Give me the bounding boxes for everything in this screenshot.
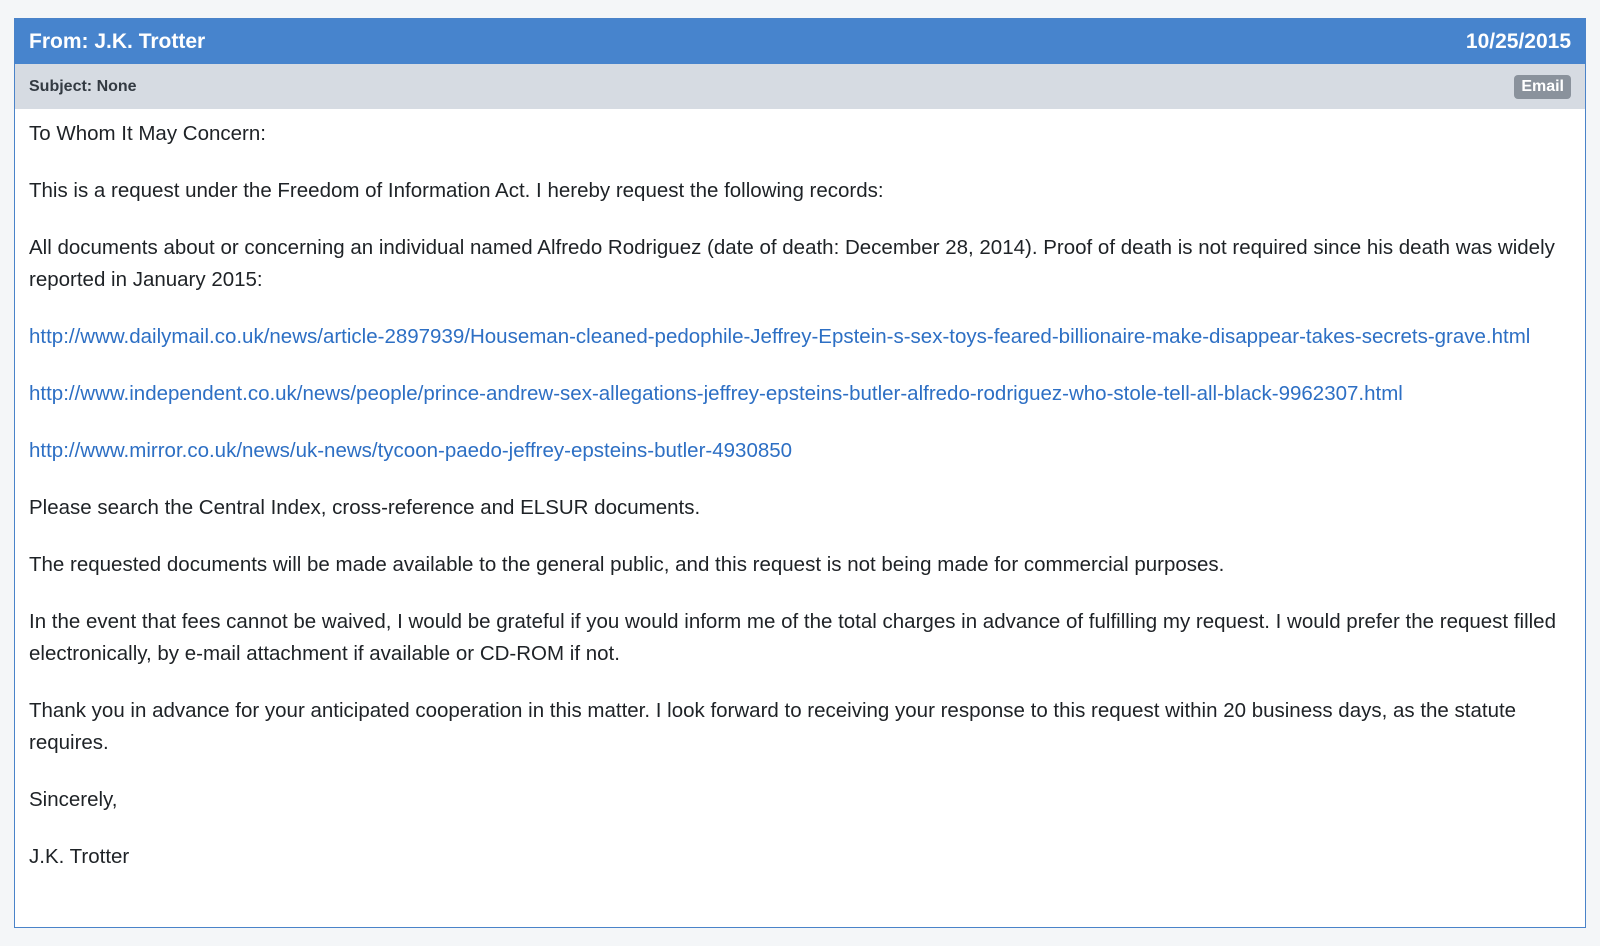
link-paragraph <box>29 435 1571 467</box>
body-paragraph: Please search the Central Index, cross-reference and ELSUR documents. <box>29 496 701 519</box>
message-body <box>15 109 1585 873</box>
greeting: To Whom It May Concern: <box>29 122 266 145</box>
mirror-link[interactable]: http://www.mirror.co.uk/news/uk-news/tycoon-paedo-jeffrey-epsteins-butler-4930850 <box>29 439 793 462</box>
subject <box>29 78 137 96</box>
body-paragraph: This is a request under the Freedom of Information Act. I hereby request the following records: <box>29 179 884 202</box>
link-paragraph <box>29 321 1571 353</box>
subject-bar <box>15 64 1585 109</box>
email-message <box>14 18 1586 928</box>
body-paragraph: All documents about or concerning an individual named Alfredo Rodriguez (date of death: December 28, 2014). Proof of death is not required since his death was widely reported in January 2015: <box>29 236 1555 291</box>
body-paragraph: In the event that fees cannot be waived, I would be grateful if you would inform me of the total charges in advance of fulfilling my request. I would prefer the request filled electronically, by e-mail attachment if available or CD-ROM if not. <box>29 610 1556 665</box>
subject-label: Subject: <box>29 77 93 95</box>
closing: Sincerely, <box>29 788 118 811</box>
from-name: J.K. Trotter <box>94 29 206 53</box>
sender <box>29 30 205 54</box>
independent-link[interactable]: http://www.independent.co.uk/news/people/prince-andrew-sex-allegations-jeffrey-epsteins-butler-alfredo-rodriguez-who-stole-tell-all-black-9962307.html <box>29 382 1403 405</box>
message-date: 10/25/2015 <box>1465 29 1571 53</box>
body-paragraph: The requested documents will be made available to the general public, and this request is not being made for commercial purposes. <box>29 553 1225 576</box>
message-header <box>15 19 1585 64</box>
subject-value: None <box>96 77 137 95</box>
from-label: From: <box>29 29 89 53</box>
body-paragraph: Thank you in advance for your anticipated cooperation in this matter. I look forward to receiving your response to this request within 20 business days, as the statute requires. <box>29 699 1517 754</box>
signature: J.K. Trotter <box>29 845 130 868</box>
dailymail-link[interactable]: http://www.dailymail.co.uk/news/article-2897939/Houseman-cleaned-pedophile-Jeffrey-Epstein-s-sex-toys-feared-billionaire-make-disappear-takes-secrets-grave.html <box>29 325 1531 348</box>
type-badge: Email <box>1514 75 1571 99</box>
link-paragraph <box>29 378 1571 410</box>
